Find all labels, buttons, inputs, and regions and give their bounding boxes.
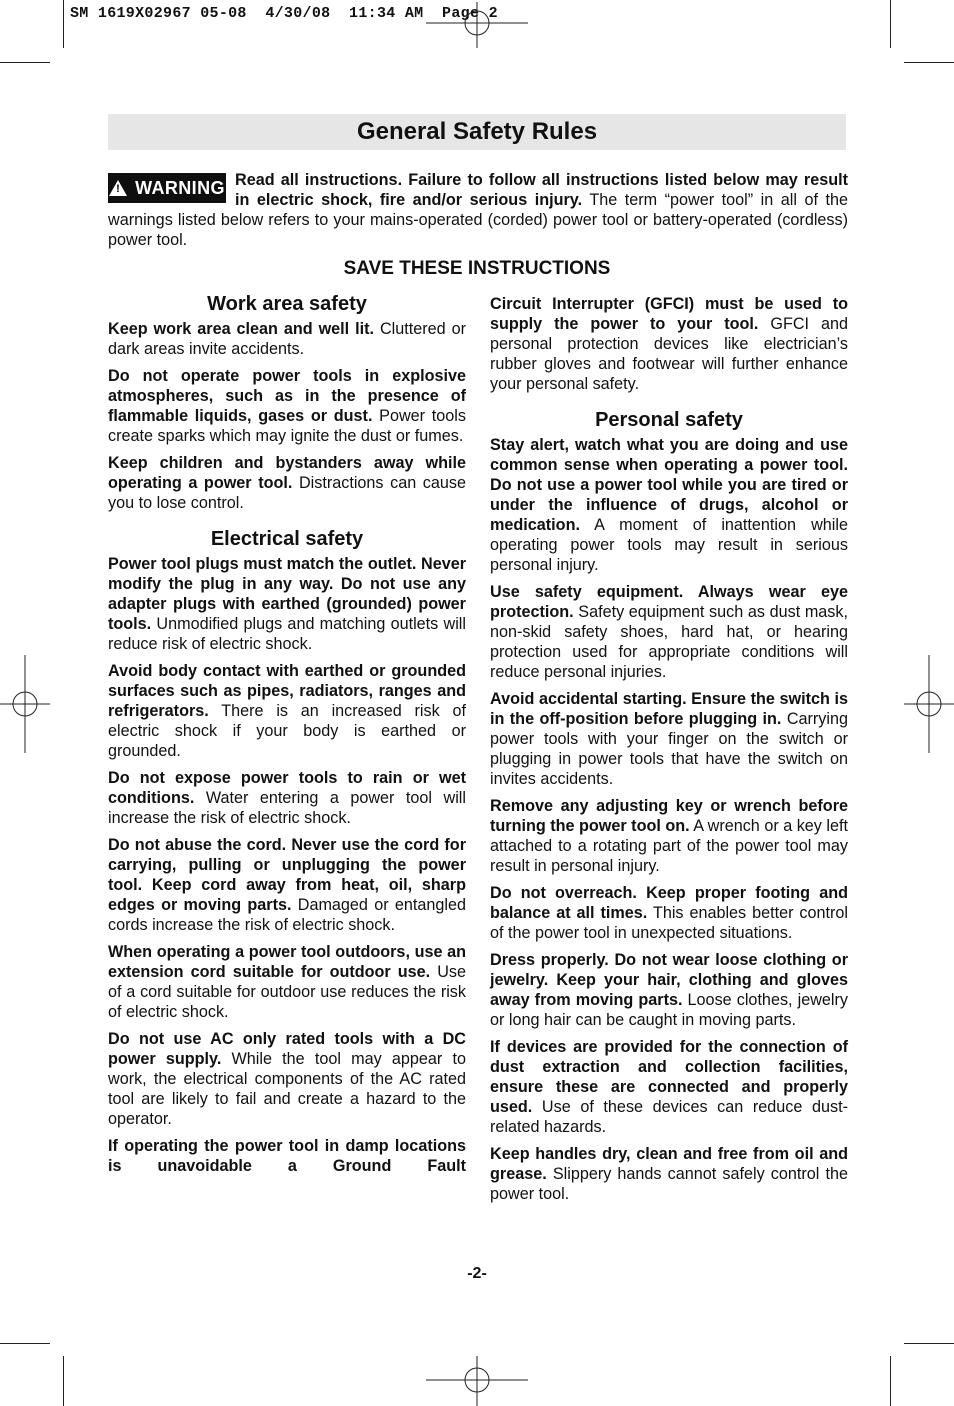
- rule-paragraph: Keep handles dry, clean and free from oil and grease. Slippery hands cannot safely control the power tool.: [490, 1145, 848, 1203]
- crop-mark: [890, 0, 891, 48]
- rule-paragraph: When operating a power tool outdoors, use an extension cord suitable for outdoor use. Use of a cord suitable for outdoor use reduces the risk of electric shock.: [108, 943, 466, 1021]
- registration-mark-right: [904, 655, 954, 753]
- registration-mark-left: [0, 655, 50, 753]
- registration-mark-top: [426, 2, 528, 48]
- rule-paragraph: Avoid body contact with earthed or grounded surfaces such as pipes, radiators, ranges and refrigerators. There is an increased risk of electric shock if your body is earthed or grounded.: [108, 662, 466, 760]
- rule-paragraph: Do not operate power tools in explosive atmospheres, such as in the presence of flammable liquids, gases or dust. Power tools create sparks which may ignite the dust or fumes.: [108, 367, 466, 445]
- section-heading-electrical: Electrical safety: [210, 528, 364, 550]
- rule-paragraph: Power tool plugs must match the outlet. Never modify the plug in any way. Do not use any adapter plugs with earthed (grounded) power tools. Unmodified plugs and matching outlets will reduce risk of electric shock.: [108, 555, 466, 653]
- rule-paragraph: Do not abuse the cord. Never use the cord for carrying, pulling or unplugging the power tool. Keep cord away from heat, oil, sharp edges or moving parts. Damaged or entangled cords increase the risk of electric shock.: [108, 836, 467, 934]
- rule-paragraph: Remove any adjusting key or wrench before turning the power tool on. A wrench or a key left attached to a rotating part of the power tool may result in personal injury.: [490, 797, 848, 875]
- crop-mark: [904, 62, 954, 63]
- rule-paragraph: Keep children and bystanders away while operating a power tool. Distractions can cause you to lose control.: [108, 454, 466, 512]
- crop-mark: [63, 1356, 64, 1406]
- crop-mark: [0, 62, 50, 63]
- crop-mark: [0, 1343, 50, 1344]
- warning-intro: [108, 170, 848, 250]
- crop-mark: [63, 0, 64, 48]
- crop-mark: [890, 1356, 891, 1406]
- rule-paragraph: Avoid accidental starting. Ensure the switch is in the off-position before plugging in. Carrying power tools with your finger on the switch or plugging in power tools that have the switch on invites accidents.: [490, 690, 848, 788]
- rule-paragraph: Do not expose power tools to rain or wet conditions. Water entering a power tool will increase the risk of electric shock.: [108, 769, 466, 827]
- warning-badge: [108, 173, 226, 203]
- title-band: [108, 114, 846, 150]
- rule-paragraph: Stay alert, watch what you are doing and use common sense when operating a power tool. Do not use a power tool while you are tired or under the influence of drugs, alcohol or medication. A moment of inattention while operating power tools may result in serious personal injury.: [490, 436, 848, 574]
- left-column: [108, 292, 466, 1183]
- warning-lead-bold: Read all instructions. Failure to follow all instructions listed below may result in electric shock, fire and/or serious injury.: [235, 171, 848, 209]
- rule-paragraph: If devices are provided for the connection of dust extraction and collection facilities, ensure these are connected and properly used. Use of these devices can reduce dust-related hazards.: [490, 1038, 848, 1136]
- warning-label: WARNING: [135, 178, 225, 198]
- rule-paragraph: Do not use AC only rated tools with a DC power supply. While the tool may appear to work, the electrical components of the AC rated tool are likely to fail and create a hazard to the operator.: [108, 1030, 466, 1128]
- warning-lead-text: The term “power tool” in all of the warnings listed below refers to your mains-operated (corded) power tool or battery-operated (cordless) power tool.: [108, 191, 848, 249]
- section-heading-personal: Personal safety: [595, 409, 743, 431]
- right-column: [490, 294, 848, 1211]
- registration-mark-bottom: [426, 1356, 528, 1406]
- rule-paragraph: Dress properly. Do not wear loose clothing or jewelry. Keep your hair, clothing and gloves away from moving parts. Loose clothes, jewelry or long hair can be caught in moving parts.: [490, 951, 848, 1029]
- crop-mark: [904, 1343, 954, 1344]
- save-instructions-heading: SAVE THESE INSTRUCTIONS: [343, 258, 611, 279]
- warning-triangle-icon: !: [109, 180, 127, 196]
- rule-paragraph-continued: Circuit Interrupter (GFCI) must be used to supply the power to your tool. GFCI and personal protection devices like electrician’s rubber gloves and footwear will further enhance your personal safety.: [490, 295, 849, 393]
- rule-paragraph: Keep work area clean and well lit. Cluttered or dark areas invite accidents.: [108, 320, 466, 358]
- page-title: General Safety Rules: [356, 118, 598, 145]
- printer-slug: SM 1619X02967 05-08 4/30/08 11:34 AM Page 2: [70, 5, 498, 22]
- section-heading-work-area: Work area safety: [207, 293, 367, 315]
- rule-paragraph: Use safety equipment. Always wear eye protection. Safety equipment such as dust mask, non-skid safety shoes, hard hat, or hearing protection used for appropriate conditions will reduce personal injuries.: [490, 583, 848, 681]
- page-number: -2-: [467, 1265, 487, 1282]
- rule-paragraph: Do not overreach. Keep proper footing and balance at all times. This enables better control of the power tool in unexpected situations.: [490, 884, 849, 942]
- rule-paragraph: If operating the power tool in damp locations is unavoidable a Ground Fault: [108, 1137, 466, 1175]
